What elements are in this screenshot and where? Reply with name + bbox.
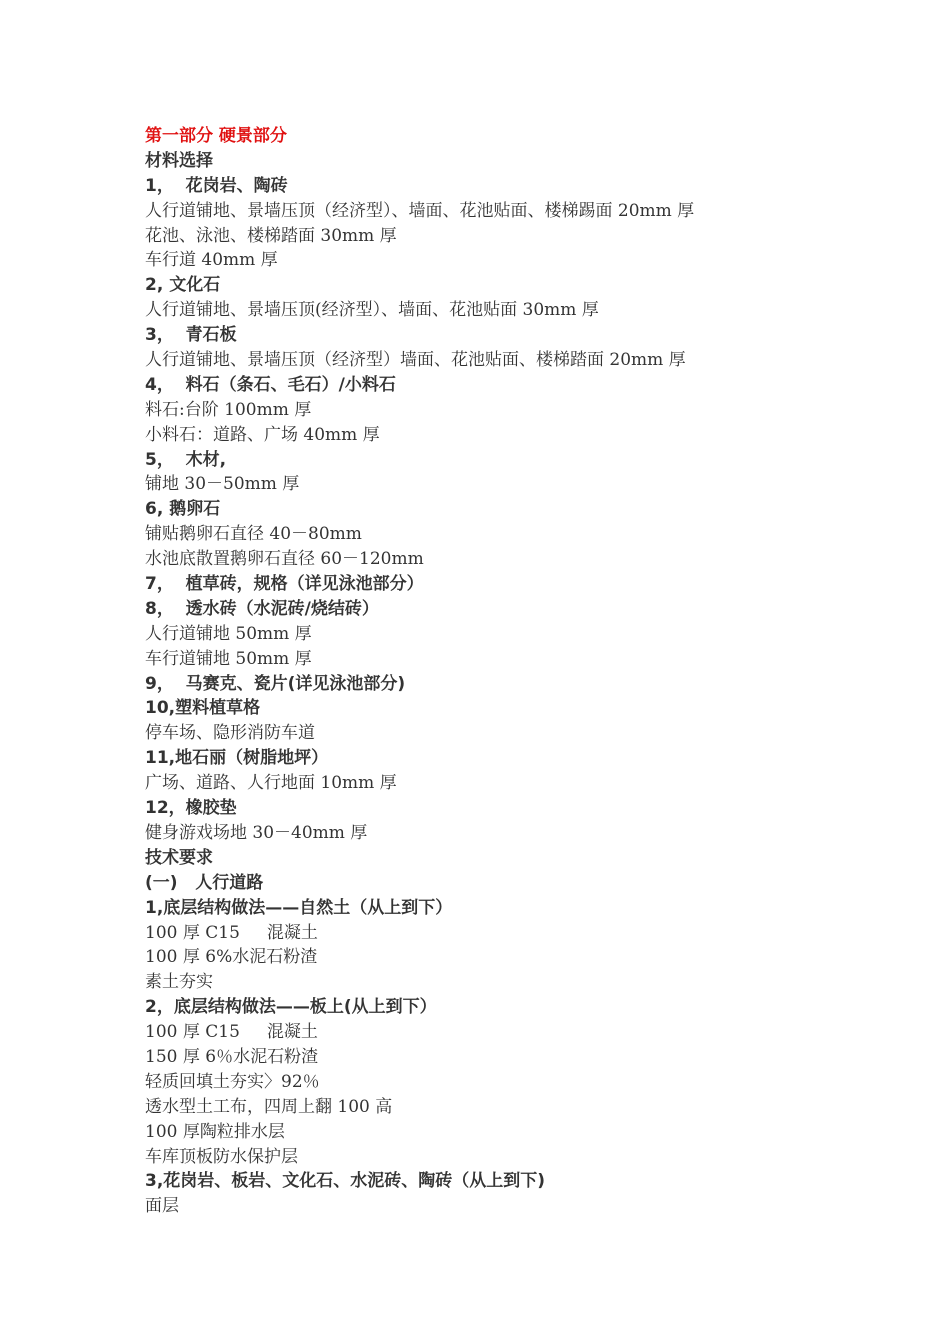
- heading-line: 3， 青石板: [145, 325, 237, 346]
- heading-line: 9， 马赛克、瓷片(详见泳池部分): [145, 673, 406, 694]
- body-line: 人行道铺地 50mm 厚: [145, 623, 312, 644]
- heading-line: 1， 花岗岩、陶砖: [145, 175, 288, 196]
- body-line: 人行道铺地、景墙压顶(经济型）、墙面、花池贴面 30mm 厚: [145, 300, 599, 321]
- heading-line: 7， 植草砖，规格（详见泳池部分）: [145, 574, 424, 595]
- body-line: 广场、道路、人行地面 10mm 厚: [145, 773, 397, 794]
- heading-line: 4， 料石（条石、毛石）/小料石: [145, 374, 396, 395]
- body-line: 100 厚 C15 混凝土: [145, 922, 318, 943]
- heading-line: 2，底层结构做法——板上(从上到下）: [145, 997, 437, 1018]
- heading-line: 8， 透水砖（水泥砖/烧结砖）: [145, 598, 379, 619]
- body-line: 透水型土工布，四周上翻 100 高: [145, 1096, 393, 1117]
- body-line: 素土夯实: [145, 972, 213, 993]
- body-line: 人行道铺地、景墙压顶（经济型）墙面、花池贴面、楼梯踏面 20mm 厚: [145, 350, 686, 371]
- body-line: 小料石：道路、广场 40mm 厚: [145, 424, 380, 445]
- body-line: 面层: [145, 1196, 179, 1217]
- heading-line: 1,底层结构做法——自然土（从上到下）: [145, 897, 453, 918]
- heading-line: 5， 木材,: [145, 449, 227, 470]
- body-line: 车行道 40mm 厚: [145, 250, 278, 271]
- body-line: 花池、泳池、楼梯踏面 30mm 厚: [145, 225, 397, 246]
- document-page: [145, 124, 905, 1219]
- heading-line: 2, 文化石: [145, 275, 221, 296]
- heading-line: 6, 鹅卵石: [145, 499, 221, 520]
- body-line: 车库顶板防水保护层: [145, 1146, 298, 1167]
- heading-line: 材料选择: [145, 150, 213, 171]
- body-line: 100 厚 C15 混凝土: [145, 1022, 318, 1043]
- heading-line: 11,地石丽（树脂地坪）: [145, 748, 329, 769]
- body-line: 停车场、隐形消防车道: [145, 723, 315, 744]
- body-line: 车行道铺地 50mm 厚: [145, 648, 312, 669]
- heading-line: 技术要求: [145, 847, 213, 868]
- body-line: 150 厚 6％水泥石粉渣: [145, 1046, 319, 1067]
- heading-line: 12，橡胶垫: [145, 798, 237, 819]
- heading-line: 10,塑料植草格: [145, 698, 261, 719]
- body-line: 轻质回填土夯实〉92％: [145, 1071, 320, 1092]
- heading-line: 3,花岗岩、板岩、文化石、水泥砖、陶砖（从上到下): [145, 1171, 546, 1192]
- body-line: 水池底散置鹅卵石直径 60－120mm: [145, 549, 424, 570]
- body-line: 人行道铺地、景墙压顶（经济型）、墙面、花池贴面、楼梯踢面 20mm 厚: [145, 200, 695, 221]
- body-line: 100 厚陶粒排水层: [145, 1121, 285, 1142]
- body-line: 100 厚 6%水泥石粉渣: [145, 947, 318, 968]
- heading-line: (一) 人行道路: [145, 872, 264, 893]
- body-line: 铺贴鹅卵石直径 40－80mm: [145, 524, 362, 545]
- body-line: 健身游戏场地 30－40mm 厚: [145, 822, 368, 843]
- body-line: 料石:台阶 100mm 厚: [145, 399, 312, 420]
- section-title: 第一部分 硬景部分: [145, 126, 287, 146]
- body-line: 铺地 30－50mm 厚: [145, 474, 300, 495]
